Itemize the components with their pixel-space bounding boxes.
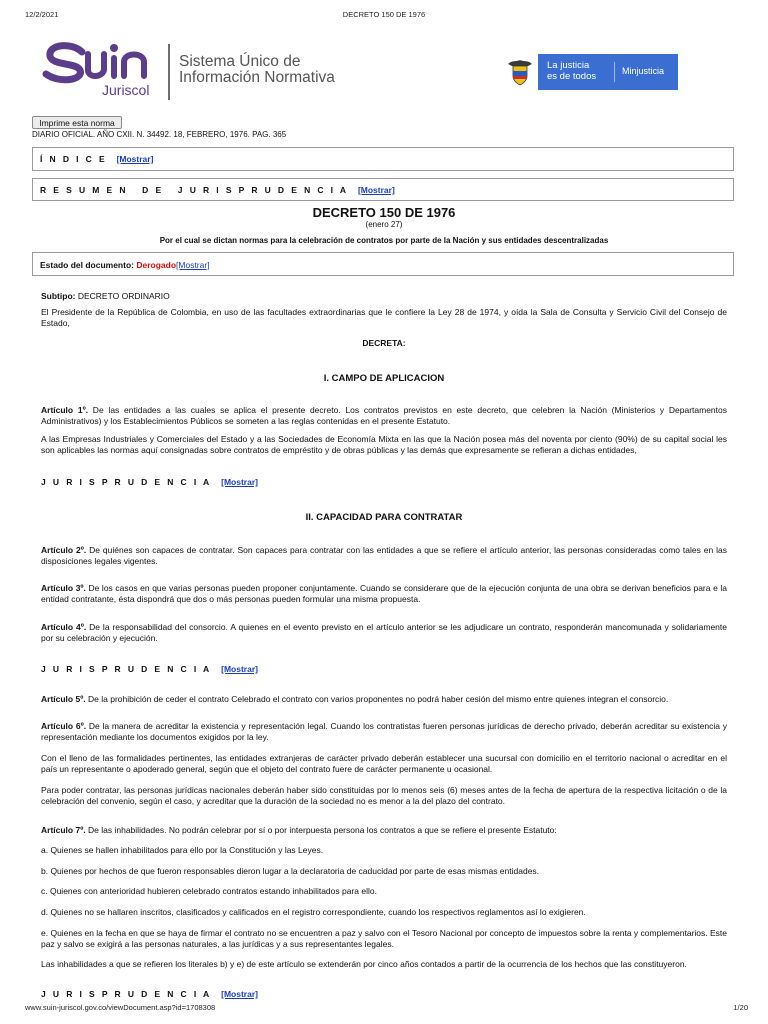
- subtipo: Subtipo: DECRETO ORDINARIO: [41, 291, 170, 301]
- resumen-panel: [32, 178, 734, 201]
- article-7-item-e: e. Quienes en la fecha en que se haya de firmar el contrato no se encuentren a paz y salvo con el Tesoro Nacional por concepto de impuestos sobre la renta y complementarios. Este paz y salvo se exigirá a las personas naturales, a las jurídicas y a sus representantes legales.: [41, 928, 727, 949]
- banner-divider: [168, 44, 170, 100]
- article-4: Artículo 4º. De la responsabilidad del consorcio. A quienes en el evento previsto en el artículo anterior se les adjudicare un contrato, responderán mancomunada y solidariamente por su celebración y ejecución.: [41, 622, 727, 643]
- status-value: Derogado: [136, 260, 177, 270]
- jurisprudencia-3: J U R I S P R U D E N C I A [Mostrar]: [41, 989, 258, 999]
- print-header-title: DECRETO 150 DE 1976: [342, 10, 426, 19]
- status-show-link[interactable]: [Mostrar]: [176, 260, 210, 270]
- article-7-item-d: d. Quienes no se hallaren inscritos, clasificados y calificados en el registro correspondiente, cuando los respectivos reglamentos así lo exigieren.: [41, 907, 586, 917]
- system-name: [179, 54, 335, 86]
- status-label: Estado del documento:: [40, 260, 134, 270]
- diario-oficial-ref: DIARIO OFICIAL. AÑO CXII. N. 34492. 18, FEBRERO, 1976. PAG. 365: [32, 130, 287, 139]
- resumen-label: R E S U M E N D E J U R I S P R U D E N C I A [Mostrar]: [40, 185, 395, 195]
- article-6-paragraph-3: Para poder contratar, las personas jurídicas nacionales deberán haber sido constituidas por lo menos seis (6) meses antes de la fecha de apertura de la respectiva licitación o de la celebración del convenio, según el caso, y acreditar que la duración de la sociedad no es menor a la del plazo del contrato.: [41, 785, 727, 806]
- suin-logo-icon: [42, 40, 160, 86]
- coat-of-arms-icon: [502, 54, 538, 90]
- indice-label: Í N D I C E [Mostrar]: [40, 154, 154, 164]
- resumen-show-link[interactable]: [Mostrar]: [357, 185, 395, 195]
- system-name-line1: Sistema Único de: [179, 53, 301, 70]
- estado-panel: [32, 252, 734, 276]
- jurisprudencia-3-show-link[interactable]: [Mostrar]: [221, 989, 258, 999]
- print-header-date: 12/2/2021: [25, 10, 59, 19]
- ministry-name: Minjusticia: [622, 66, 665, 76]
- article-7-closing: Las inhabilidades a que se refieren los literales b) y e) de este artículo se extenderán por cinco años contados a partir de la ocurrencia de los hechos que las constituyeron.: [41, 959, 687, 969]
- article-7-item-a: a. Quienes se hallen inhabilitados para ello por la Constitución y las Leyes.: [41, 845, 324, 855]
- jurisprudencia-2-show-link[interactable]: [Mostrar]: [221, 664, 258, 674]
- decree-title: DECRETO 150 DE 1976: [312, 205, 456, 220]
- ministry-slogan: [547, 60, 596, 82]
- ministry-badge[interactable]: [502, 54, 678, 90]
- jurisprudencia-1-show-link[interactable]: [Mostrar]: [221, 477, 258, 487]
- section-1-heading: I. CAMPO DE APLICACION: [323, 373, 445, 384]
- decree-subtitle: Por el cual se dictan normas para la celebración de contratos por parte de la Nación y sus entidades descentralizadas: [159, 236, 609, 245]
- print-footer-url: www.suin-juriscol.gov.co/viewDocument.asp?id=1708308: [25, 1003, 216, 1012]
- article-6: Artículo 6º. De la manera de acreditar la existencia y representación legal. Cuando los contratistas fueren personas jurídicas de derecho privado, deberán acreditar su existencia y representación mediante los documentos exigidos por la ley.: [41, 721, 727, 742]
- decree-date: (enero 27): [365, 220, 403, 229]
- indice-show-link[interactable]: [Mostrar]: [116, 154, 154, 164]
- article-2: Artículo 2º. De quiénes son capaces de contratar. Son capaces para contratar con las entidades a que se refiere el artículo anterior, las personas consideradas como tales en las disposiciones legales vigentes.: [41, 545, 727, 566]
- print-footer-page: 1/20: [733, 1003, 748, 1012]
- logo-subtitle: Juriscol: [102, 82, 150, 98]
- jurisprudencia-1: J U R I S P R U D E N C I A [Mostrar]: [41, 477, 258, 487]
- ministry-divider: [614, 62, 615, 82]
- site-banner: [42, 40, 682, 104]
- article-1-paragraph-2: A las Empresas Industriales y Comerciales del Estado y a las Sociedades de Economía Mixta en las que la Nación posea más del noventa por ciento (90%) de su capital social les son aplicables las normas aquí consignadas sobre contratos de empréstito y de obras públicas y las demás que expresamente se refieran a dichas entidades,: [41, 434, 727, 455]
- article-3: Artículo 3º. De los casos en que varias personas pueden proponer conjuntamente. Cuando se considerare que de la ejecución conjunta de una obra se derivan beneficios para e la entidad contratante, ésta dispondrá que dos o más personas pueden formular una misma propuesta.: [41, 583, 727, 604]
- jurisprudencia-2: J U R I S P R U D E N C I A [Mostrar]: [41, 664, 258, 674]
- article-7: Artículo 7º. De las inhabilidades. No podrán celebrar por sí o por interpuesta persona los contratos a que se refiere el presente Estatuto:: [41, 825, 557, 835]
- article-1: Artículo 1º. De las entidades a las cuales se aplica el presente decreto. Los contratos previstos en este decreto, que celebren la Nación (Ministerios y Departamentos Administrativos) y los Establecimientos Públicos se someten a las reglas contenidas en el presente Estatuto.: [41, 405, 727, 426]
- article-5: Artículo 5º. De la prohibición de ceder el contrato Celebrado el contrato con varios proponentes no podrá haber cesión del mismo entre quienes integran el consorcio.: [41, 694, 669, 704]
- article-6-paragraph-2: Con el lleno de las formalidades pertinentes, las entidades extranjeras de carácter privado deberán establecer una sucursal con domicilio en el territorio nacional o acreditar en el país un representante o apoderado general, según que el objeto del contrato fuere de carácter permanente u ocasional.: [41, 753, 727, 774]
- article-7-item-c: c. Quienes con anterioridad hubieren celebrado contratos estando inhabilitados para ello.: [41, 886, 377, 896]
- preamble: El Presidente de la República de Colombia, en uso de las facultades extraordinarias que le confiere la Ley 28 de 1974, y oída la Sala de Consulta y Servicio Civil del Consejo de Estado,: [41, 307, 727, 328]
- decreta-heading: DECRETA:: [362, 338, 406, 348]
- section-2-heading: II. CAPACIDAD PARA CONTRATAR: [305, 512, 463, 523]
- slogan-line1: La justicia: [547, 60, 590, 71]
- article-7-item-b: b. Quienes por hechos de que fueron responsables dieron lugar a la declaratoria de caducidad por parte de esas mismas entidades.: [41, 866, 540, 876]
- print-button[interactable]: Imprime esta norma: [32, 116, 122, 129]
- system-name-line2: Información Normativa: [179, 69, 335, 86]
- document-status: [40, 260, 210, 270]
- slogan-line2: es de todos: [547, 71, 597, 82]
- indice-panel: [32, 147, 734, 171]
